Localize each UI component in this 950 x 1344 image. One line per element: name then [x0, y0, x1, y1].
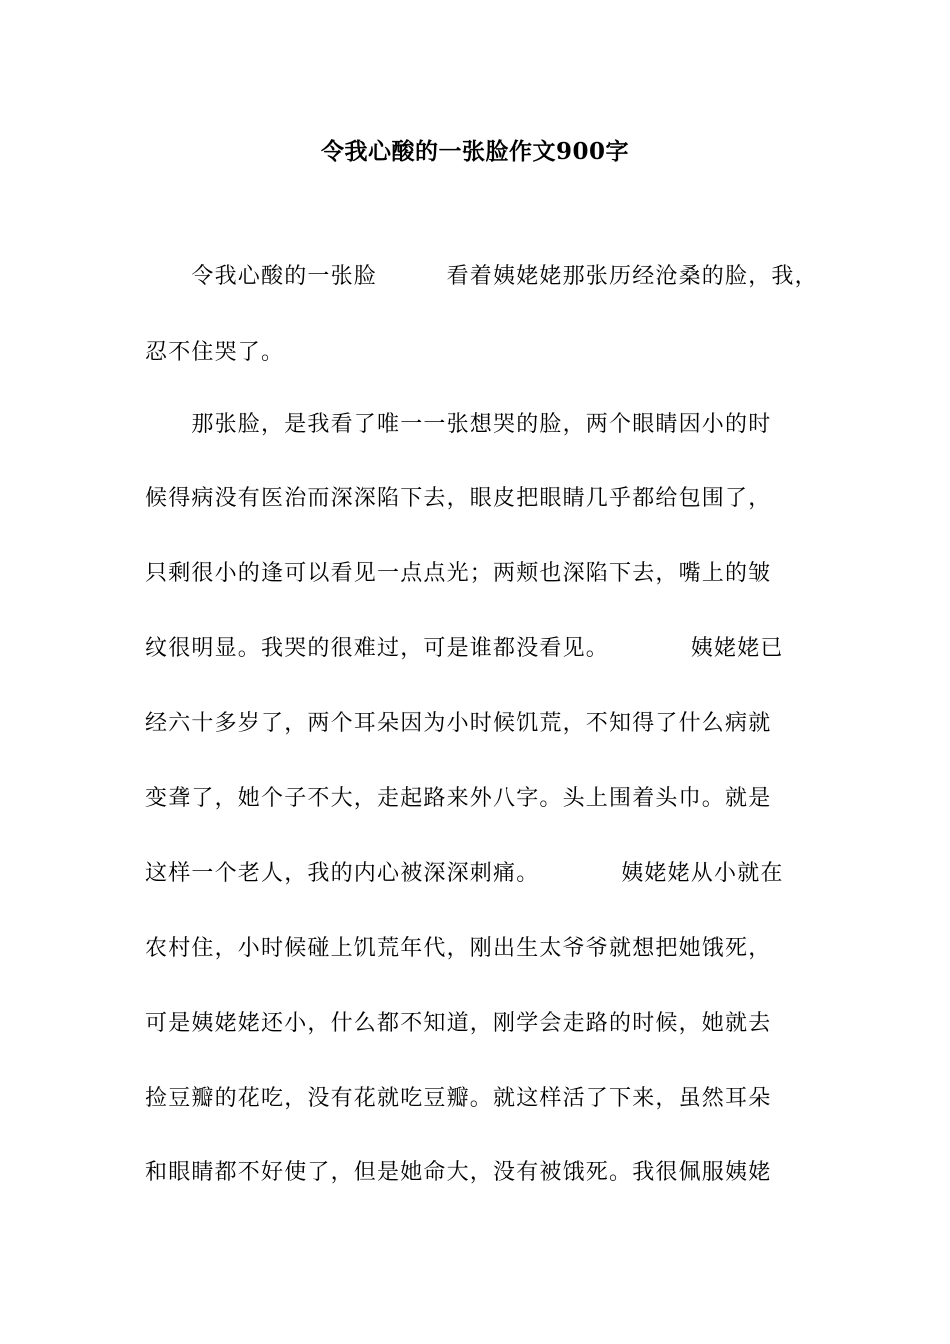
- text-line: 候得病没有医治而深深陷下去，眼皮把眼睛几乎都给包围了，: [145, 486, 772, 511]
- text-line: 这样一个老人，我的内心被深深刺痛。 姨姥姥从小就在: [145, 861, 784, 886]
- text-line: 和眼睛都不好使了，但是她命大，没有被饿死。我很佩服姨姥: [145, 1160, 772, 1185]
- document-title: 令我心酸的一张脸作文900字: [320, 138, 629, 165]
- text-line: 变聋了，她个子不大，走起路来外八字。头上围着头巾。就是: [145, 786, 772, 811]
- text-line: 农村住，小时候碰上饥荒年代，刚出生太爷爷就想把她饿死，: [145, 936, 772, 961]
- text-line: 可是姨姥姥还小，什么都不知道，刚学会走路的时候，她就去: [145, 1011, 772, 1036]
- text-line: 经六十多岁了，两个耳朵因为小时候饥荒，不知得了什么病就: [145, 711, 772, 736]
- text-line: 捡豆瓣的花吃，没有花就吃豆瓣。就这样活了下来，虽然耳朵: [145, 1086, 772, 1111]
- text-line: 忍不住哭了。: [145, 340, 285, 365]
- text-line: 那张脸，是我看了唯一一张想哭的脸，两个眼睛因小的时: [145, 412, 772, 437]
- text-line: 只剩很小的逢可以看见一点点光；两颊也深陷下去，嘴上的皱: [145, 561, 772, 586]
- text-line: 令我心酸的一张脸 看着姨姥姥那张历经沧桑的脸，我，: [145, 264, 818, 289]
- text-line: 纹很明显。我哭的很难过，可是谁都没看见。 姨姥姥已: [145, 636, 784, 661]
